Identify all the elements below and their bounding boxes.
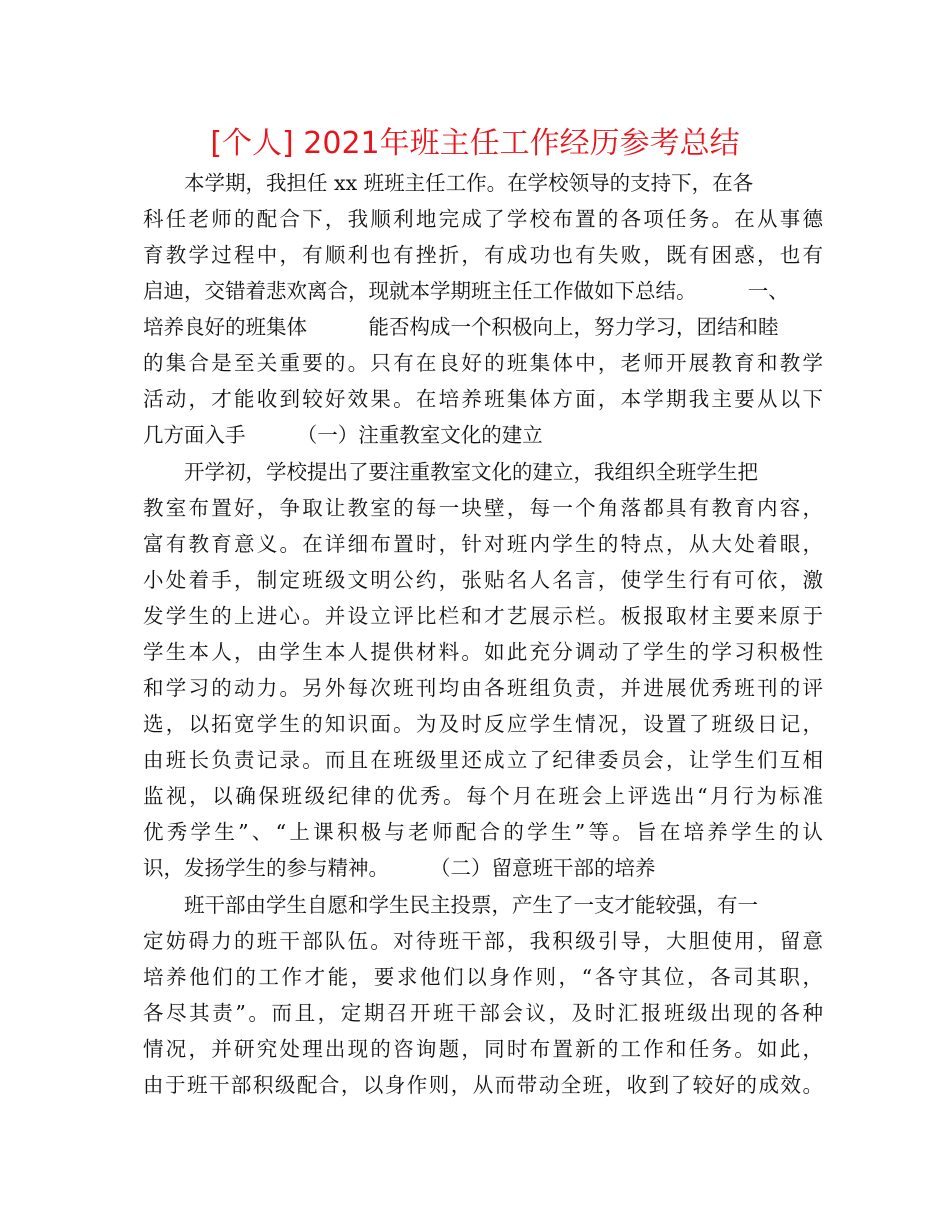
paragraph-line: 的集合是至关重要的。只有在良好的班集体中，老师开展教育和教学: [143, 351, 823, 375]
paragraph-line: 由于班干部积级配合，以身作则，从而带动全班，收到了较好的成效。: [143, 1073, 823, 1097]
document-title: [个人] 2021年班主任工作经历参考总结: [210, 126, 740, 161]
paragraph-line: 班干部由学生自愿和学生民主投票，产生了一支才能较强，有一: [143, 893, 758, 917]
paragraph-line: 优秀学生”、“上课积极与老师配合的学生”等。旨在培养学生的认: [143, 820, 823, 844]
paragraph-line: 由班长负责记录。而且在班级里还成立了纪律委员会，让学生们互相: [143, 748, 823, 772]
paragraph-line: 教室布置好，争取让教室的每一块壁，每一个角落都具有教育内容，: [143, 496, 823, 520]
paragraph-line: 育教学过程中，有顺利也有挫折，有成功也有失败，既有困惑，也有: [143, 243, 823, 267]
paragraph-line: 发学生的上进心。并设立评比栏和才艺展示栏。板报取材主要来原于: [143, 604, 823, 628]
paragraph-line: 富有教育意义。在详细布置时，针对班内学生的特点，从大处着眼，: [143, 532, 823, 556]
paragraph-line: 各尽其责”。而且，定期召开班干部会议，及时汇报班级出现的各种: [143, 1001, 823, 1025]
paragraph-line: 培养良好的班集体 能否构成一个积极向上，努力学习，团结和睦: [143, 315, 779, 339]
paragraph-line: 定妨碍力的班干部队伍。对待班干部，我积级引导，大胆使用，留意: [143, 929, 823, 953]
paragraph-line: 本学期，我担任 xx 班班主任工作。在学校领导的支持下，在各: [143, 171, 754, 195]
paragraph-line: 选，以拓宽学生的知识面。为及时反应学生情况，设置了班级日记，: [143, 712, 823, 736]
paragraph-line: 科任老师的配合下，我顺利地完成了学校布置的各项任务。在从事德: [143, 207, 823, 231]
paragraph-line: 情况，并研究处理出现的咨询题，同时布置新的工作和任务。如此，: [143, 1037, 823, 1061]
paragraph-line: 监视，以确保班级纪律的优秀。每个月在班会上评选出“月行为标准: [143, 784, 823, 808]
paragraph-line: 开学初，学校提出了要注重教室文化的建立，我组织全班学生把: [143, 460, 758, 484]
paragraph-line: 培养他们的工作才能，要求他们以身作则，“各守其位，各司其职，: [143, 965, 823, 989]
paragraph-line: 小处着手，制定班级文明公约，张贴名人名言，使学生行有可依，激: [143, 568, 823, 592]
paragraph-line: 几方面入手 （一）注重教室文化的建立: [143, 423, 543, 447]
paragraph-line: 和学习的动力。另外每次班刊均由各班组负责，并进展优秀班刊的评: [143, 676, 823, 700]
paragraph-line: 识，发扬学生的参与精神。 （二）留意班干部的培养: [143, 856, 656, 880]
paragraph-line: 学生本人，由学生本人提供材料。如此充分调动了学生的学习积极性: [143, 640, 823, 664]
paragraph-line: 启迪，交错着悲欢离合，现就本学期班主任工作做如下总结。 一、: [143, 279, 789, 303]
paragraph-line: 活动，才能收到较好效果。在培养班集体方面，本学期我主要从以下: [143, 387, 823, 411]
